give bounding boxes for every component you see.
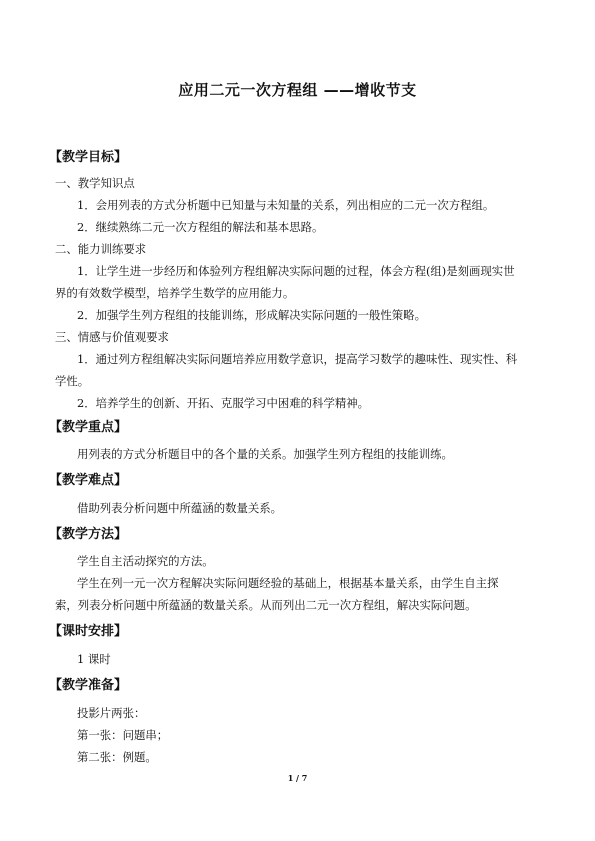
page-number: 1 / 7 <box>287 773 308 783</box>
paragraph: 1．让学生进一步经历和体验列方程组解决实际问题的过程，体会方程(组)是刻画现实世 <box>77 264 515 278</box>
section-heading-schedule: 【课时安排】 <box>49 624 128 639</box>
paragraph: 学生在列一元一次方程解决实际问题经验的基础上，根据基本量关系，由学生自主探 <box>77 576 499 590</box>
paragraph: 借助列表分析问题中所蕴涵的数量关系。 <box>77 501 283 515</box>
section-heading-difficulty: 【教学难点】 <box>49 473 128 488</box>
paragraph: 第一张：问题串； <box>77 728 169 742</box>
section-heading-method: 【教学方法】 <box>49 527 128 542</box>
paragraph: 2．加强学生列方程组的技能训练，形成解决实际问题的一般性策略。 <box>77 308 426 322</box>
paragraph: 学生自主活动探究的方法。 <box>77 554 214 568</box>
paragraph: 2．继续熟练二元一次方程组的解法和基本思路。 <box>77 220 324 234</box>
subsection-values: 三、情感与价值观要求 <box>55 330 169 344</box>
document-title: 应用二元一次方程组 ——增收节支 <box>178 81 417 99</box>
paragraph: 索，列表分析问题中所蕴涵的数量关系。从而列出二元一次方程组，解决实际问题。 <box>55 598 477 612</box>
paragraph: 投影片两张： <box>77 706 146 720</box>
section-heading-prep: 【教学准备】 <box>49 678 128 693</box>
paragraph: 1．通过列方程组解决实际问题培养应用数学意识，提高学习数学的趣味性、现实性、科 <box>77 352 518 366</box>
subsection-ability: 二、能力训练要求 <box>55 242 147 256</box>
section-heading-key: 【教学重点】 <box>49 420 128 435</box>
paragraph: 1．会用列表的方式分析题中已知量与未知量的关系，列出相应的二元一次方程组。 <box>77 198 495 212</box>
paragraph: 2．培养学生的创新、开拓、克服学习中困难的科学精神。 <box>77 396 370 410</box>
paragraph: 用列表的方式分析题目中的各个量的关系。加强学生列方程组的技能训练。 <box>77 447 453 461</box>
paragraph: 学性。 <box>55 374 90 388</box>
paragraph: 第二张：例题。 <box>77 750 157 764</box>
paragraph: 1 课时 <box>77 652 111 666</box>
section-heading-goals: 【教学目标】 <box>49 150 128 165</box>
subsection-knowledge: 一、教学知识点 <box>55 176 135 190</box>
paragraph: 界的有效数学模型，培养学生数学的应用能力。 <box>55 286 295 300</box>
